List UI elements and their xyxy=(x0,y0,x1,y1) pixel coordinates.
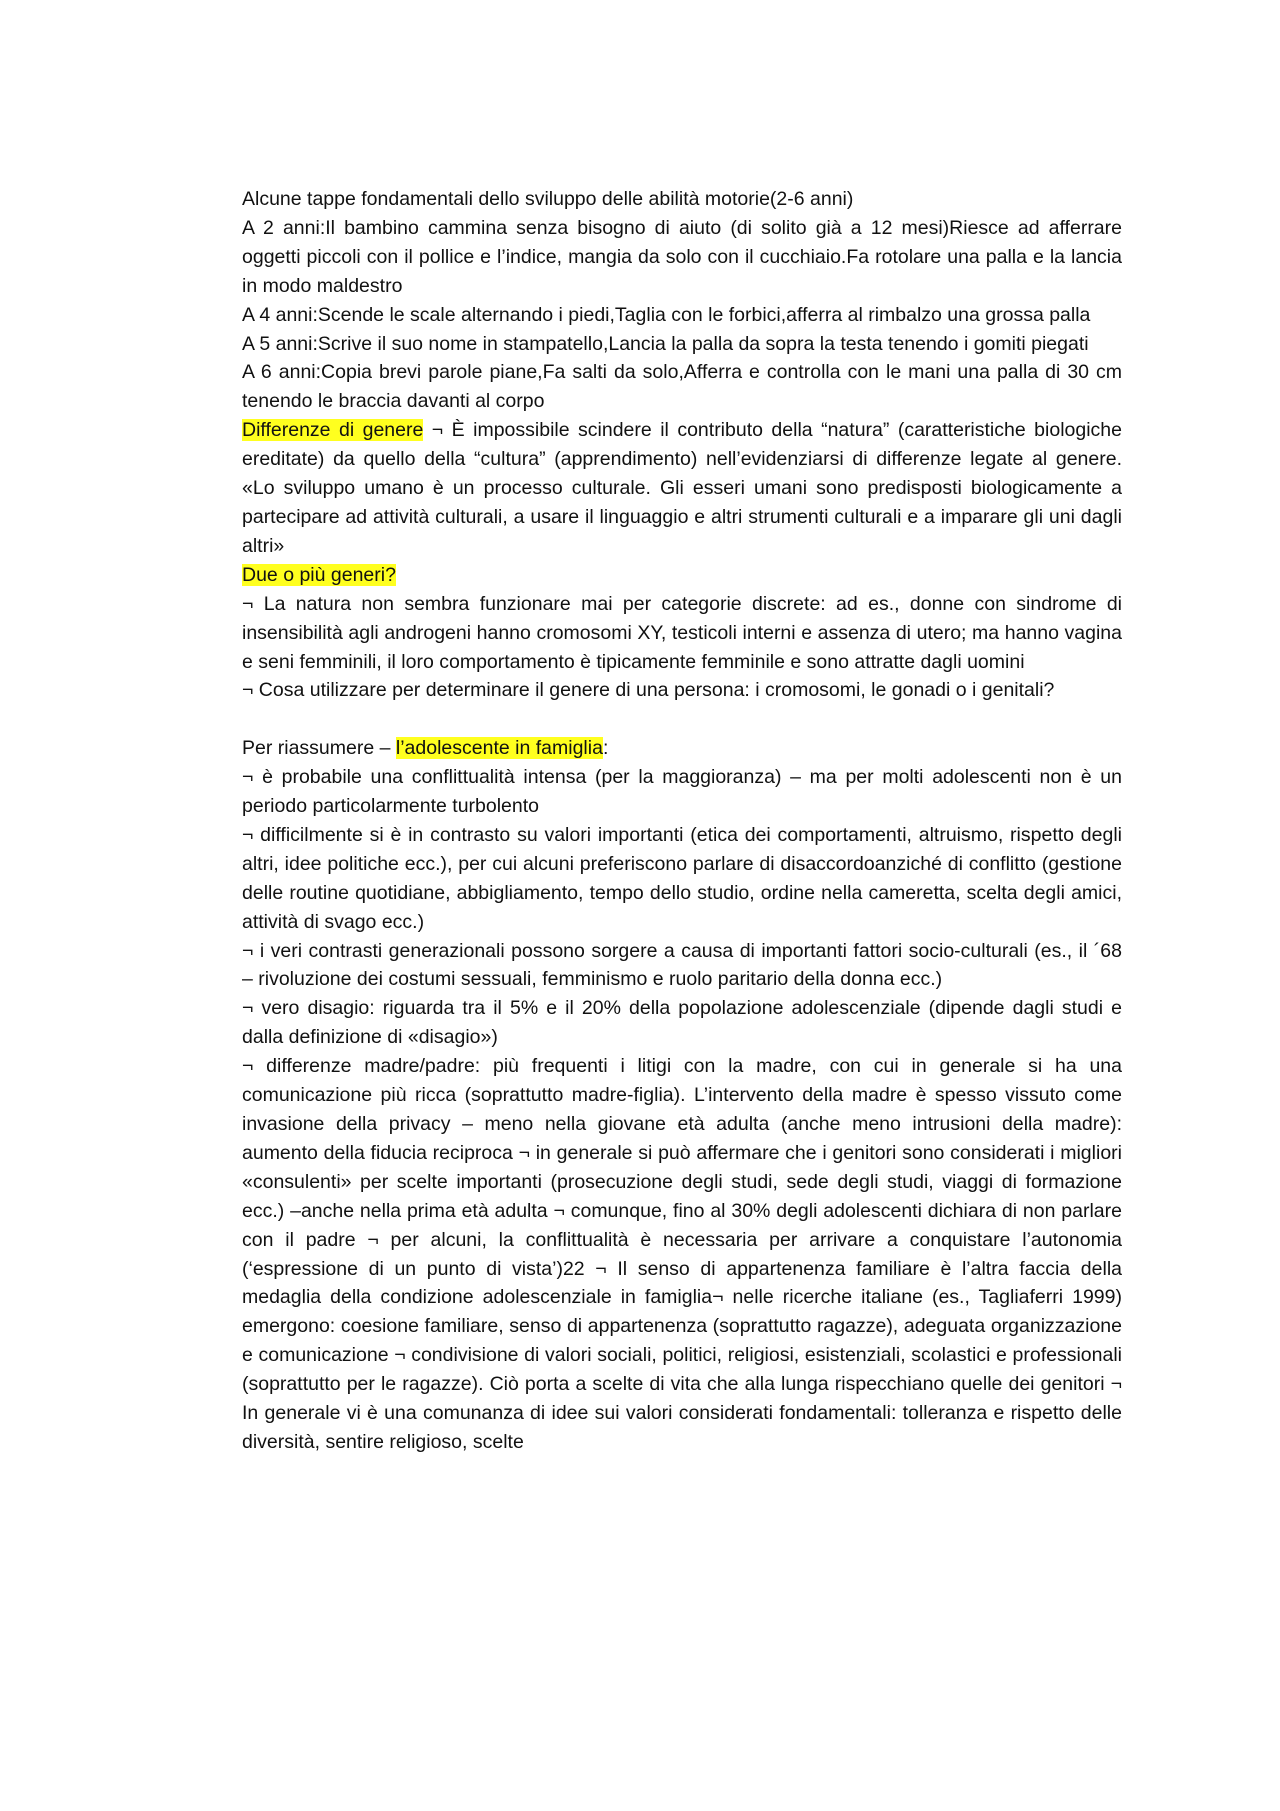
paragraph-title: Alcune tappe fondamentali dello sviluppo delle abilità motorie(2-6 anni) xyxy=(242,188,854,210)
gender-differences-text: ¬ È impossibile scindere il contributo della “natura” (caratteristiche biologiche ereditate) da quello della “cultura” (apprendimento) nell’evidenziarsi di differenze legate al genere. «Lo sviluppo umano è un processo culturale. Gli esseri umani sono predisposti biologicamente a partecipare ad attività culturali, a usare il linguaggio e altri strumenti culturali e a imparare gli uni dagli altri» xyxy=(242,419,1122,557)
paragraph-values: ¬ difficilmente si è in contrasto su valori importanti (etica dei comportamenti, altruismo, rispetto degli altri, idee politiche ecc.), per cui alcuni preferiscono parlare di disaccordoanziché di conflitto (gestione delle routine quotidiane, abbigliamento, tempo dello studio, ordine nella cameretta, scelta degli amici, attività di svago ecc.) xyxy=(242,823,1122,933)
highlight-two-genders: Due o più generi? xyxy=(242,563,396,586)
paragraph-determine-gender: ¬ Cosa utilizzare per determinare il genere di una persona: i cromosomi, le gonadi o i genitali? xyxy=(242,679,1055,702)
paragraph-summary-heading xyxy=(242,734,1122,763)
paragraph-age-6: A 6 anni:Copia brevi parole piane,Fa salti da solo,Afferra e controlla con le mani una palla di 30 cm tenendo le braccia davanti al corpo xyxy=(242,361,1122,413)
paragraph-age-5: A 5 anni:Scrive il suo nome in stampatello,Lancia la palla da sopra la testa tenendo i gomiti piegati xyxy=(242,332,1089,355)
blank-line xyxy=(242,705,1122,734)
document-body xyxy=(242,185,1122,1457)
paragraph-distress: ¬ vero disagio: riguarda tra il 5% e il 20% della popolazione adolescenziale (dipende dagli studi e dalla definizione di «disagio») xyxy=(242,997,1122,1049)
paragraph-generational: ¬ i veri contrasti generazionali possono sorgere a causa di importanti fattori socio-culturali (es., il ´68 – rivoluzione dei costumi sessuali, femminismo e ruolo paritario della donna ecc.) xyxy=(242,939,1122,991)
highlight-gender-differences: Differenze di genere xyxy=(242,419,424,442)
paragraph-nature: ¬ La natura non sembra funzionare mai per categorie discrete: ad es., donne con sindrome di insensibilità agli androgeni hanno cromosomi XY, testicoli interni e assenza di utero; ma hanno vagina e seni femminili, il loro comportamento è tipicamente femminile e sono attratte dagli uomini xyxy=(242,592,1122,673)
paragraph-parents: ¬ differenze madre/padre: più frequenti i litigi con la madre, con cui in generale si ha una comunicazione più ricca (soprattutto madre-figlia). L’intervento della madre è spesso vissuto come invasione della privacy – meno nella giovane età adulta (anche meno intrusioni della madre): aumento della fiducia reciproca ¬ in generale si può affermare che i genitori sono considerati i migliori «consulenti» per scelte importanti (prosecuzione degli studi, sede degli studi, viaggi di formazione ecc.) –anche nella prima età adulta ¬ comunque, fino al 30% degli adolescenti dichiara di non parlare con il padre ¬ per alcuni, la conflittualità è necessaria per arrivare a conquistare l’autonomia (‘espressione di un punto di vista’)22 ¬ Il senso di appartenenza familiare è l’altra faccia della medaglia della condizione adolescenziale in famiglia¬ nelle ricerche italiane (es., Tagliaferri 1999) emergono: coesione familiare, senso di appartenenza (soprattutto ragazze), adeguata organizzazione e comunicazione ¬ condivisione di valori sociali, politici, religiosi, esistenziali, scolastici e professionali (soprattutto per le ragazze). Ciò porta a scelte di vita che alla lunga rispecchiano quelle dei genitori ¬ In generale vi è una comunanza di idee sui valori considerati fondamentali: tolleranza e rispetto delle diversità, sentire religioso, scelte xyxy=(242,1055,1122,1453)
highlight-adolescent-family: l’adolescente in famiglia xyxy=(395,737,603,760)
paragraph-age-2: A 2 anni:Il bambino cammina senza bisogno di aiuto (di solito già a 12 mesi)Riesce ad afferrare oggetti piccoli con il pollice e l’indice, mangia da solo con il cucchiaio.Fa rotolare una palla e la lancia in modo maldestro xyxy=(242,216,1122,297)
paragraph-age-4: A 4 anni:Scende le scale alternando i piedi,Taglia con le forbici,afferra al rimbalzo una grossa palla xyxy=(242,303,1091,326)
summary-prefix: Per riassumere – xyxy=(242,737,396,760)
summary-suffix: : xyxy=(602,737,609,760)
paragraph-gender-differences xyxy=(242,416,1122,561)
paragraph-conflict: ¬ è probabile una conflittualità intensa (per la maggioranza) – ma per molti adolescenti non è un periodo particolarmente turbolento xyxy=(242,766,1122,818)
paragraph-two-genders xyxy=(242,561,1122,590)
